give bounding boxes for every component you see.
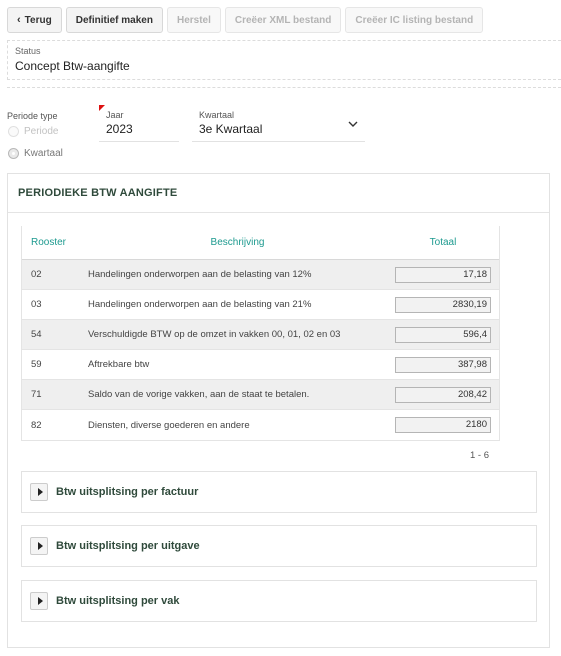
status-label: Status (15, 46, 41, 56)
cell-beschrijving: Handelingen onderworpen aan de belasting van 12% (88, 269, 312, 280)
section-per-invoice[interactable] (21, 471, 537, 513)
total-field[interactable]: 2830,19 (395, 297, 491, 313)
caret-right-icon (38, 488, 43, 496)
table-row[interactable] (22, 350, 499, 380)
expand-toggle[interactable] (30, 537, 48, 555)
col-beschrijving[interactable]: Beschrijving (210, 237, 265, 248)
total-field[interactable]: 208,42 (395, 387, 491, 403)
total-field[interactable]: 17,18 (395, 267, 491, 283)
cell-beschrijving: Diensten, diverse goederen en andere (88, 419, 250, 431)
cell-rooster: 03 (31, 299, 42, 310)
cell-beschrijving: Handelingen onderworpen aan de belasting van 21% (88, 299, 312, 310)
restore-button[interactable]: Herstel (167, 7, 221, 33)
section-title: Btw uitsplitsing per factuur (56, 486, 199, 498)
table-row[interactable] (22, 410, 499, 440)
back-button-label: Terug (24, 14, 52, 26)
radio-periode-circle[interactable] (8, 126, 19, 137)
radio-periode-label: Periode (24, 126, 59, 137)
finalize-button[interactable]: Definitief maken (66, 7, 163, 33)
section-title: Btw uitsplitsing per uitgave (56, 540, 200, 552)
table-row[interactable] (22, 260, 499, 290)
create-ic-listing-button[interactable]: Creëer IC listing bestand (345, 7, 483, 33)
cell-rooster: 71 (31, 389, 42, 400)
chevron-left-icon: ‹ (17, 14, 21, 26)
cell-beschrijving: Aftrekbare btw (88, 359, 150, 370)
chevron-down-icon (347, 118, 359, 130)
cell-rooster: 82 (31, 419, 42, 431)
section-title: Btw uitsplitsing per vak (56, 595, 180, 607)
radio-kwartaal-label: Kwartaal (24, 148, 63, 159)
radio-kwartaal-circle[interactable] (8, 148, 19, 159)
pager-info: 1 - 6 (470, 450, 490, 461)
status-field (7, 40, 561, 80)
panel-title: PERIODIEKE BTW AANGIFTE (8, 174, 549, 213)
cell-beschrijving: Saldo van de vorige vakken, aan de staat te betalen. (88, 389, 310, 400)
quarter-value: 3e Kwartaal (199, 122, 263, 136)
vat-return-panel (7, 173, 550, 648)
radio-kwartaal[interactable] (8, 148, 63, 159)
caret-right-icon (38, 597, 43, 605)
section-per-box[interactable] (21, 580, 537, 622)
cell-rooster: 02 (31, 269, 42, 280)
year-value: 2023 (106, 122, 133, 136)
table-header (22, 226, 499, 260)
divider (7, 87, 561, 88)
quarter-select[interactable] (192, 110, 365, 142)
cell-beschrijving: Verschuldigde BTW op de omzet in vakken 00, 01, 02 en 03 (88, 329, 341, 340)
total-field[interactable]: 387,98 (395, 357, 491, 373)
radio-periode[interactable] (8, 126, 58, 137)
year-label: Jaar (106, 110, 124, 120)
vat-table (21, 226, 500, 441)
status-value: Concept Btw-aangifte (15, 59, 130, 73)
quarter-label: Kwartaal (199, 110, 235, 120)
caret-right-icon (38, 542, 43, 550)
col-totaal[interactable]: Totaal (429, 237, 457, 248)
expand-toggle[interactable] (30, 483, 48, 501)
back-button[interactable] (7, 7, 62, 33)
table-row[interactable] (22, 290, 499, 320)
create-xml-button[interactable]: Creëer XML bestand (225, 7, 342, 33)
year-select[interactable] (99, 110, 179, 142)
cell-rooster: 54 (31, 329, 42, 340)
table-row[interactable] (22, 320, 499, 350)
total-field[interactable]: 2180 (395, 417, 491, 433)
cell-rooster: 59 (31, 359, 42, 370)
period-type-label: Periode type (7, 111, 58, 121)
expand-toggle[interactable] (30, 592, 48, 610)
toolbar (7, 7, 483, 33)
table-row[interactable] (22, 380, 499, 410)
section-per-expense[interactable] (21, 525, 537, 567)
total-field[interactable]: 596,4 (395, 327, 491, 343)
col-rooster[interactable]: Rooster (31, 237, 67, 248)
